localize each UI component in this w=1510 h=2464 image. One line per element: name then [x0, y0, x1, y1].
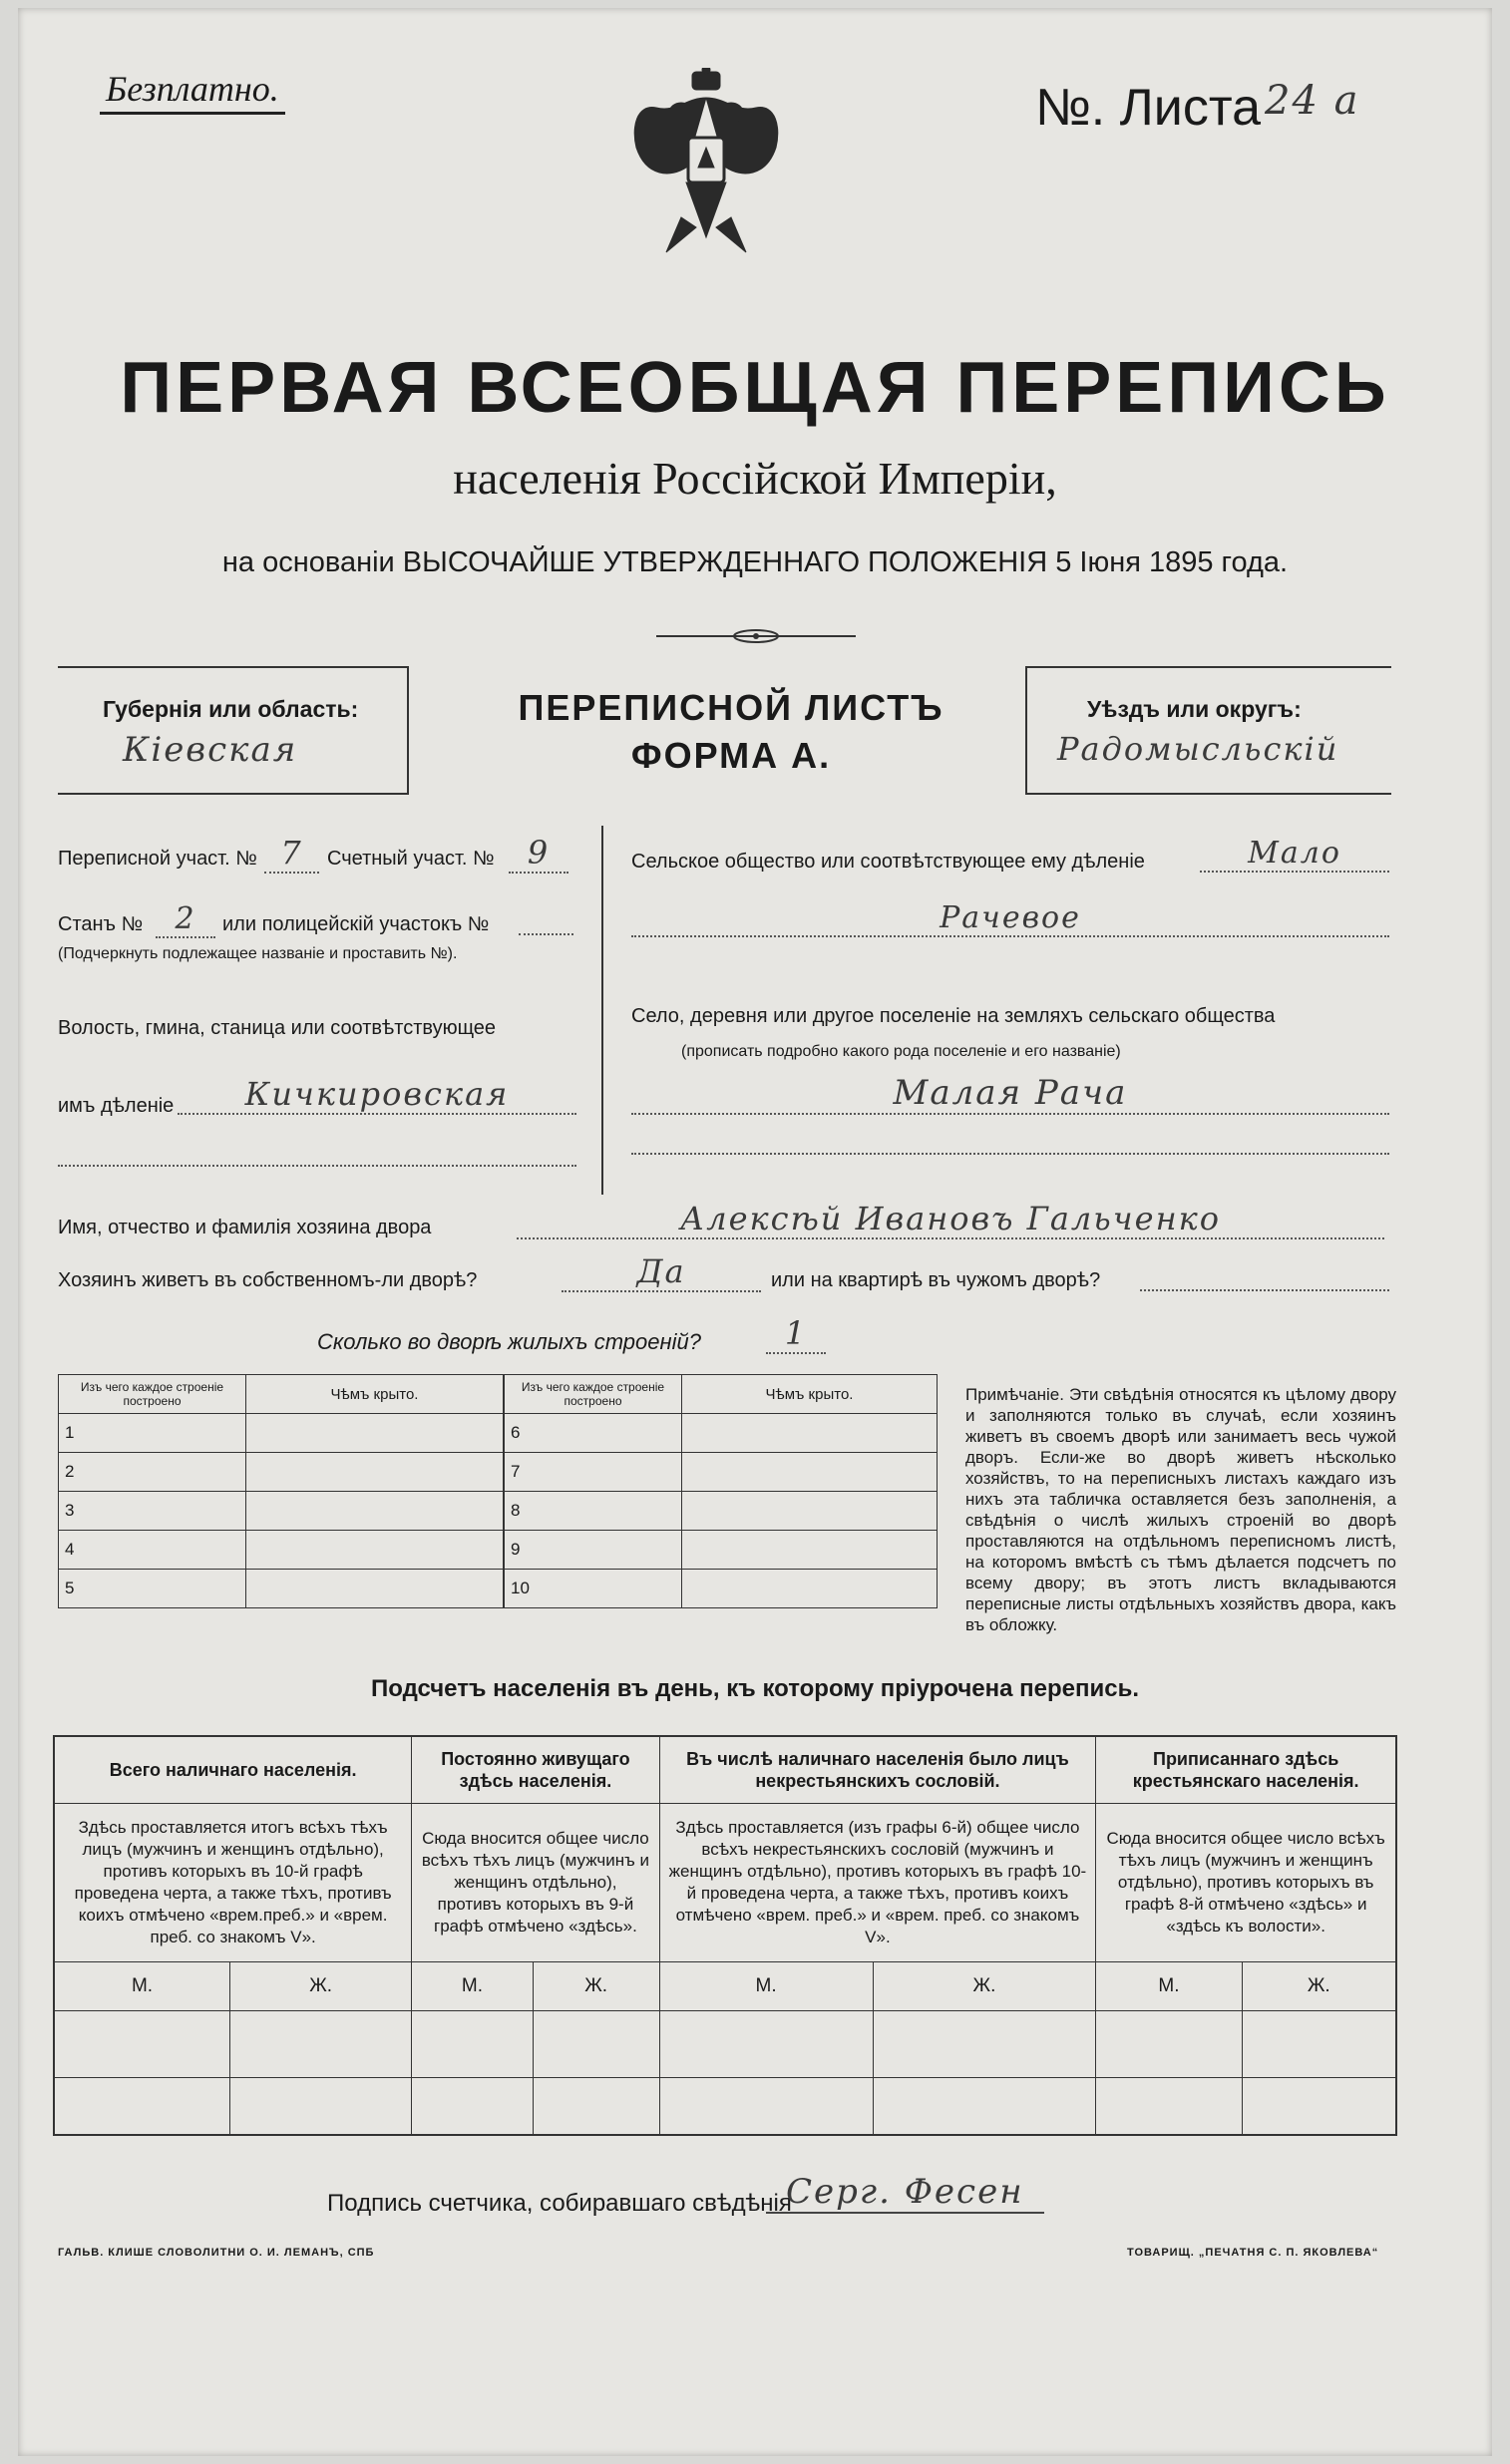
male-header: М.: [1096, 1962, 1242, 2011]
owner-value: Алексѣй Ивановъ Гальченко: [517, 1200, 1384, 1239]
table-row: [59, 1531, 504, 1570]
table-row: [505, 1453, 938, 1492]
volost-label-2: имъ дѣленіе: [58, 1095, 175, 1117]
apartment-line: [1140, 1289, 1389, 1291]
table-row: [505, 1492, 938, 1531]
count-title: Подсчетъ населенія въ день, къ которому пріурочена перепись.: [371, 1675, 1139, 1702]
society-label: Сельское общество или соотвѣтствующее ему дѣленіе: [631, 851, 1145, 873]
volost-label-1: Волость, гмина, станица или соотвѣтствующее: [58, 1017, 497, 1039]
count-head-permanent: Постоянно живущаго здѣсь населенія.: [412, 1736, 659, 1804]
page-subtitle: населенія Россійской Имперіи,: [453, 453, 1057, 504]
district-box: [1025, 666, 1391, 795]
row-cell: [246, 1570, 504, 1608]
row-number: 4: [59, 1531, 246, 1570]
female-header: Ж.: [533, 1962, 659, 2011]
population-count-table: [53, 1735, 1397, 2136]
volost-extra-line: [58, 1165, 576, 1167]
free-label: Безплатно.: [100, 68, 285, 115]
count-cell: [1242, 2078, 1396, 2136]
count-cell: [1096, 2011, 1242, 2078]
female-header: Ж.: [873, 1962, 1096, 2011]
ornament-divider: [656, 626, 856, 646]
form-title-line-1: ПЕРЕПИСНОЙ ЛИСТЪ: [518, 687, 944, 728]
table-row: [505, 1531, 938, 1570]
province-box: [58, 666, 409, 795]
buildings-table-right: [504, 1374, 938, 1608]
female-header: Ж.: [1242, 1962, 1396, 2011]
count-cell: [659, 2011, 873, 2078]
row-cell: [682, 1414, 938, 1453]
district-value: Радомысльскій: [1057, 730, 1339, 768]
village-note: (прописать подробно какого рода поселеніе и его названіе): [681, 1043, 1121, 1060]
table-row: [59, 1570, 504, 1608]
row-number: 10: [505, 1570, 682, 1608]
police-label: или полицейскій участокъ №: [222, 913, 490, 935]
count-head-non-peasant: Въ числѣ наличнаго населенія было лицъ некрестьянскихъ сословій.: [659, 1736, 1096, 1804]
owner-label: Имя, отчество и фамилія хозяина двора: [58, 1217, 432, 1238]
col-roof-header: Чѣмъ крыто.: [246, 1375, 504, 1414]
sheet-number-value: 24 а: [1265, 78, 1360, 124]
legal-basis: на основаніи ВЫСОЧАЙШЕ УТВЕРЖДЕННАГО ПОЛОЖЕНІЯ 5 Іюня 1895 года.: [221, 546, 1289, 578]
apartment-label: или на квартирѣ въ чужомъ дворѣ?: [771, 1269, 1101, 1291]
count-cell: [1096, 2078, 1242, 2136]
count-cell: [659, 2078, 873, 2136]
stan-value: 2: [156, 901, 215, 938]
fields-divider: [601, 826, 603, 1195]
count-section-value: 9: [509, 834, 568, 874]
province-label: Губернія или область:: [103, 696, 359, 722]
table-row: [59, 1414, 504, 1453]
buildings-note: Примѣчаніе. Эти свѣдѣнія относятся къ цѣлому двору и заполняются только въ случаѣ, если хозяинъ живетъ въ своемъ дворѣ или занимаетъ весь чужой дворъ. Если-же во дворѣ живетъ нѣсколько хозяйствъ, то на переписныхъ листахъ каждаго изъ нихъ эта табличка оставляется безъ заполненія, а свѣдѣнія о числѣ жилыхъ строеній во дворѣ проставляются на отдѣльномъ переписномъ листѣ, на которомъ вмѣстѣ съ тѣмъ дѣлается подсчетъ по всему двору; въ этотъ листъ вкладываются переписные листы отдѣльныхъ хозяйствъ двора, какъ въ обложку.: [965, 1385, 1396, 1634]
count-cell: [54, 2011, 230, 2078]
count-cell: [230, 2011, 412, 2078]
buildings-table-left: [58, 1374, 504, 1608]
female-header: Ж.: [230, 1962, 412, 2011]
stan-label: Станъ №: [58, 913, 144, 935]
male-header: М.: [412, 1962, 533, 2011]
count-desc-permanent: Сюда вносится общее число всѣхъ тѣхъ лицъ (мужчинъ и женщинъ отдѣльно), противъ которыхъ въ 9-й графѣ отмѣчено «здѣсь».: [412, 1804, 659, 1962]
row-cell: [682, 1570, 938, 1608]
count-desc-total: Здѣсь проставляется итогъ всѣхъ тѣхъ лицъ (мужчинъ и женщинъ отдѣльно), противъ которыхъ въ 10-й графѣ проведена черта, а также тѣхъ, противъ коихъ отмѣчено «врем.преб.» и «врем. преб. со знакомъ V».: [54, 1804, 412, 1962]
table-row: [505, 1570, 938, 1608]
census-section-value: 7: [264, 834, 319, 874]
count-head-peasant: Приписаннаго здѣсь крестьянскаго населенія.: [1096, 1736, 1396, 1804]
own-yard-value: Да: [562, 1252, 761, 1292]
buildings-label: Сколько во дворѣ жилыхъ строеній?: [317, 1329, 701, 1354]
count-cell: [873, 2078, 1096, 2136]
table-row: [54, 2011, 1396, 2078]
table-row: [54, 2078, 1396, 2136]
sheet-number-label: №. Листа: [1035, 79, 1262, 137]
count-cell: [412, 2011, 533, 2078]
village-label: Село, деревня или другое поселеніе на земляхъ сельскаго общества: [631, 1005, 1276, 1027]
row-number: 9: [505, 1531, 682, 1570]
count-section-label: Счетный участ. №: [327, 848, 495, 870]
count-cell: [1242, 2011, 1396, 2078]
form-title: [432, 684, 1030, 780]
col-roof-header: Чѣмъ крыто.: [682, 1375, 938, 1414]
buildings-value: 1: [766, 1314, 826, 1354]
signature-value: Серг. Фесен: [766, 2172, 1044, 2214]
row-cell: [246, 1531, 504, 1570]
row-cell: [246, 1492, 504, 1531]
row-cell: [246, 1453, 504, 1492]
male-header: М.: [54, 1962, 230, 2011]
col-material-header: Изъ чего каждое строеніе построено: [59, 1375, 246, 1414]
signature-label: Подпись счетчика, собиравшаго свѣдѣнія: [327, 2190, 792, 2217]
count-cell: [54, 2078, 230, 2136]
district-label: Уѣздъ или округъ:: [1087, 696, 1302, 722]
count-cell: [873, 2011, 1096, 2078]
row-number: 7: [505, 1453, 682, 1492]
own-yard-label: Хозяинъ живетъ въ собственномъ-ли дворѣ?: [58, 1269, 478, 1291]
row-cell: [682, 1531, 938, 1570]
row-cell: [246, 1414, 504, 1453]
province-value: Кіевская: [123, 730, 298, 770]
count-desc-non-peasant: Здѣсь проставляется (изъ графы 6-й) общее число всѣхъ некрестьянскихъ сословій (мужчинъ и женщинъ отдѣльно), противъ которыхъ въ графѣ 10-й проведена черта, а также тѣхъ, противъ коихъ отмѣчено «врем. преб.» и «врем. преб. со знакомъ V».: [659, 1804, 1096, 1962]
table-row: [59, 1492, 504, 1531]
count-cell: [412, 2078, 533, 2136]
row-number: 6: [505, 1414, 682, 1453]
printer-right: ТОВАРИЩ. „ПЕЧАТНЯ С. П. ЯКОВЛЕВА“: [1127, 2247, 1379, 2259]
count-desc-peasant: Сюда вносится общее число всѣхъ тѣхъ лицъ (мужчинъ и женщинъ отдѣльно), противъ которыхъ въ графѣ 8-й отмѣчено «здѣсь» и «здѣсь къ волости».: [1096, 1804, 1396, 1962]
row-number: 3: [59, 1492, 246, 1531]
count-cell: [533, 2078, 659, 2136]
table-row: [59, 1453, 504, 1492]
row-number: 5: [59, 1570, 246, 1608]
village-value: Малая Рача: [631, 1073, 1389, 1115]
stan-note: (Подчеркнуть подлежащее названіе и проставить №).: [58, 945, 458, 962]
police-line: [519, 933, 573, 935]
count-cell: [533, 2011, 659, 2078]
row-number: 8: [505, 1492, 682, 1531]
census-section-label: Переписной участ. №: [58, 848, 257, 870]
count-cell: [230, 2078, 412, 2136]
table-row: [505, 1414, 938, 1453]
count-head-total: Всего наличнаго населенія.: [54, 1736, 412, 1804]
male-header: М.: [659, 1962, 873, 2011]
census-form-page: [18, 8, 1492, 2456]
row-cell: [682, 1492, 938, 1531]
form-title-line-2: ФОРМА А.: [630, 735, 832, 776]
double-headed-eagle-emblem: [626, 68, 786, 257]
page-title: ПЕРВАЯ ВСЕОБЩАЯ ПЕРЕПИСЬ: [120, 348, 1390, 428]
printer-left: ГАЛЬВ. КЛИШЕ СЛОВОЛИТНИ О. И. ЛЕМАНЪ, СПБ: [58, 2247, 375, 2259]
col-material-header: Изъ чего каждое строеніе построено: [505, 1375, 682, 1414]
society-value-2: Рачевое: [631, 900, 1389, 937]
volost-value: Кичкировская: [178, 1075, 576, 1115]
row-cell: [682, 1453, 938, 1492]
village-extra-line: [631, 1153, 1389, 1155]
society-value-1: Мало: [1200, 836, 1389, 873]
row-number: 2: [59, 1453, 246, 1492]
row-number: 1: [59, 1414, 246, 1453]
